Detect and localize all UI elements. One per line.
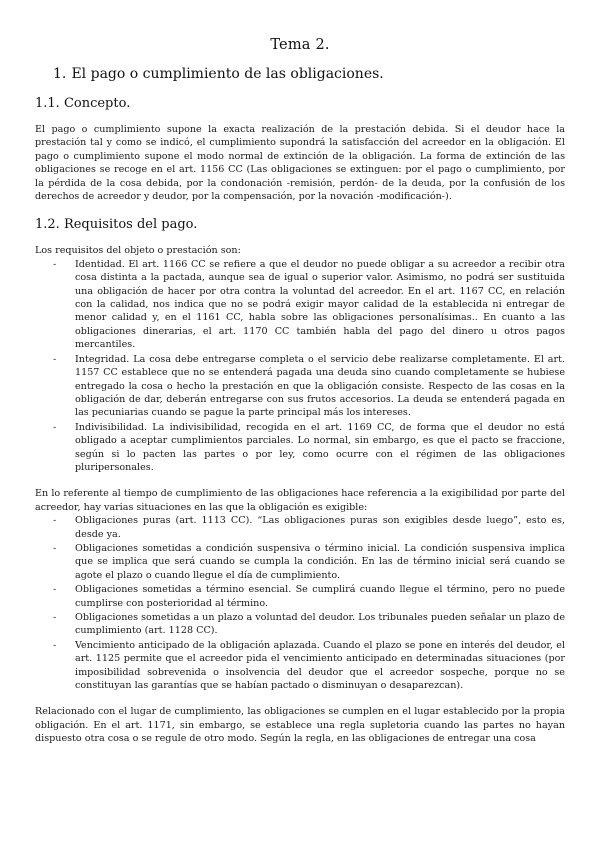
document-title: Tema 2. (270, 37, 330, 53)
tiempo-intro: En lo referente al tiempo de cumplimiento de las obligaciones hace referencia a la exigibilidad por parte del acreedor, hay varias situaciones en las que la obligación es exigible: (35, 488, 565, 513)
dash-bullet: - (53, 353, 57, 365)
dash-bullet: - (53, 258, 57, 270)
concepto-heading: 1.1. Concepto. (35, 96, 131, 111)
dash-bullet: - (53, 515, 57, 527)
list-item (53, 583, 565, 610)
lugar-paragraph: Relacionado con el lugar de cumplimiento, las obligaciones se cumplen en el lugar establecido por la propia obligación. En el art. 1171, sin embargo, se establece una regla supletoria cuando las partes no hayan dispuesto otra cosa o se regule de otro modo. Según la regla, en las obligaciones de entregar una cosa (35, 706, 565, 745)
dash-bullet: - (53, 639, 57, 651)
concepto-paragraph: El pago o cumplimiento supone la exacta realización de la prestación debida. Si el deudor hace la prestación tal y como se indicó, el cumplimiento supondrá la satisfacción del acreedor en la obligación. El pago o cumplimiento supone el modo normal de extinción de la obligación. La forma de extinción de las obligaciones se recoge en el art. 1156 CC (Las obligaciones se extinguen: por el pago o cumplimiento, por la pérdida de la cosa debida, por la condonación -remisión, perdón- de la deuda, por la confusión de los derechos de acreedor y deudor, por la compensación, por la novación -modificación-). (35, 124, 565, 203)
dash-bullet: - (53, 612, 57, 623)
section-title: El pago o cumplimiento de las obligaciones. (71, 66, 384, 82)
requisitos-list (35, 258, 565, 475)
section-number: 1. (53, 66, 67, 82)
list-item-text: Obligaciones sometidas a condición suspensiva o término inicial. La condición suspensiva implica que se implica que será cuando se cumpla la condición. En las de término inicial será cuando se agote el plazo o cuando llegue el día de cumplimiento. (75, 542, 565, 581)
dash-bullet: - (53, 421, 57, 433)
requisitos-intro: Los requisitos del objeto o prestación son: (35, 245, 241, 257)
list-item-text: Vencimiento anticipado de la obligación aplazada. Cuando el plazo se pone en interés del deudor, el art. 1125 permite que el acreedor pida el vencimiento anticipado en determinadas situaciones (por imposibilidad sobrevenida o insolvencia del deudor que el acreedor sospeche, porque no se constituyan las garantías que se habían pactado o disminuyan o desaparezcan). (75, 639, 565, 692)
list-item-text: Obligaciones puras (art. 1113 CC). “Las obligaciones puras son exigibles desde luego”, esto es, desde ya. (75, 515, 565, 540)
list-item (53, 542, 565, 582)
document-page (35, 30, 565, 746)
list-item-text: Identidad. El art. 1166 CC se refiere a que el deudor no puede obligar a su acreedor a recibir otra cosa distinta a la pactada, aunque sea de igual o superior valor. Asimismo, no podrá ser sustituida una obligación de hacer por otra contra la voluntad del acreedor. En el art. 1167 CC, en relación con la calidad, nos indica que no se podrá exigir mayor calidad de la establecida ni entregar de menor calidad y, en el 1161 CC, habla sobre las obligaciones personalísimas.. En cuanto a las obligaciones dinerarias, el art. 1170 CC también habla del pago del dinero u otros pagos mercantiles. (75, 258, 565, 351)
list-item (53, 353, 565, 420)
tiempo-list (35, 514, 565, 692)
list-item (53, 514, 565, 541)
list-item-text: Obligaciones sometidas a término esencial. Se cumplirá cuando llegue el término, pero no puede cumplirse con posterioridad al término. (75, 584, 565, 609)
dash-bullet: - (53, 542, 57, 554)
list-item-text: Obligaciones sometidas a un plazo a voluntad del deudor. Los tribunales pueden señalar un plazo de cumplimiento (art. 1128 CC). (75, 612, 565, 637)
requisitos-heading: 1.2. Requisitos del pago. (35, 217, 198, 233)
list-item-text: Integridad. La cosa debe entregarse completa o el servicio debe realizarse completamente. El art. 1157 CC establece que no se entenderá pagada una deuda sino cuando completamente se hubiese entregado la cosa o hecho la prestación en que la obligación consiste. Respecto de las cosas en la obligación de dar, deberán entregarse con sus frutos accesorios. La deuda se entenderá pagada en las pecuniarias cuando se pague la parte principal más los intereses. (75, 353, 565, 419)
section-heading (53, 66, 565, 82)
dash-bullet: - (53, 584, 57, 596)
list-item-text: Indivisibilidad. La indivisibilidad, recogida en el art. 1169 CC, de forma que el deudor no está obligado a aceptar cumplimientos parciales. Lo normal, sin embargo, es que el pacto se fraccione, según si lo pacten las partes o por ley, como ocurre con el régimen de las obligaciones pluripersonales. (75, 421, 565, 473)
list-item (53, 611, 565, 638)
list-item (53, 639, 565, 693)
list-item (53, 258, 565, 352)
list-item (53, 421, 565, 475)
